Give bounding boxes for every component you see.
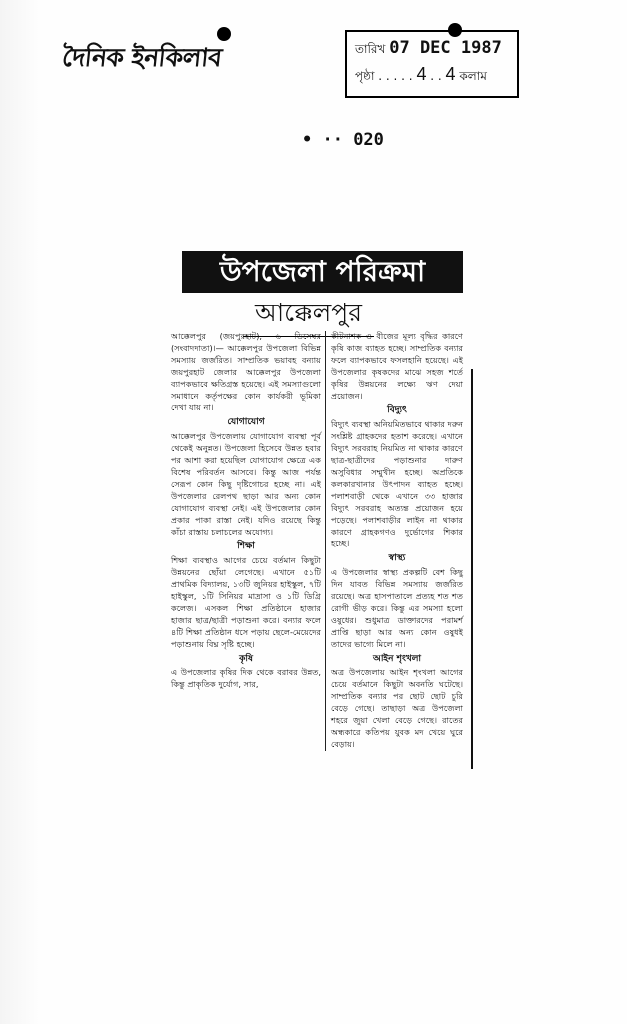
date-stamp <box>345 30 519 98</box>
stamp-date-label: তারিখ <box>355 42 386 56</box>
article-paragraph: এ উপজেলার কৃষির দিক থেকে বরাবর উন্নত, কিন্তু প্রাকৃতিক দুর্যোগ, সার, <box>171 667 321 690</box>
reference-number: • ·· 020 <box>302 130 384 150</box>
section-heading: কৃষি <box>239 653 253 664</box>
section-heading: যোগাযোগ <box>227 417 265 428</box>
stamp-date-value: 07 DEC 1987 <box>389 38 502 58</box>
article-left-column <box>171 331 321 694</box>
stamp-date-row <box>355 38 502 61</box>
page-edge-shadow <box>0 0 40 1024</box>
article-paragraph: আক্কেলপুর (জয়পুরহাট), ৬ ডিসেম্বর (সংবাদদাতা)।— আক্কেলপুর উপজেলা বিভিন্ন সমস্যায় জর্জরিত। সাম্প্রতিক ভয়াবহ বন্যায় জয়পুরহাট জেলার আক্কেলপুর উপজেলা ব্যাপকভাবে ক্ষতিগ্রস্ত হয়েছে। এই সমস্যাগুলো সমাধানে কর্তৃপক্ষের কোন কার্যকরী ভূমিকা দেখা যায় না। <box>171 331 321 413</box>
stamp-page-value: 4 <box>416 64 427 84</box>
column-divider <box>325 331 326 751</box>
section-heading: আইন শৃংখলা <box>372 653 422 664</box>
stamp-page-label: পৃষ্ঠা <box>355 69 375 83</box>
newspaper-clipping <box>163 249 467 761</box>
article-right-column <box>331 331 463 754</box>
section-heading: স্বাস্থ্য <box>388 553 406 564</box>
article-paragraph: কীটনাশক ও বীজের মূল্য বৃদ্ধির কারণে কৃষি কাজ ব্যাহত হচ্ছে। সাম্প্রতিক বন্যার ফলে ব্যাপকভাবে ফসলহানি হয়েছে। এই উপজেলার কৃষকদের মাঝে সহজ শর্তে কৃষির উন্নয়নের লক্ষ্যে ঋণ দেয়া প্রয়োজন। <box>331 331 463 401</box>
article-paragraph: অত্র উপজেলায় আইন শৃংখলা আগের চেয়ে বর্তমানে কিছুটা অবনতি ঘটেছে। সাম্প্রতিক বন্যার পর ছোট ছোট চুরি বেড়ে গেছে। তাছাড়া অত্র উপজেলা শহরে জুয়া খেলা বেড়ে গেছে। রাতের অন্ধকারে কতিপয় যুবক মদ খেয়ে ঘুরে বেড়ায়। <box>331 667 463 749</box>
stamp-column-value: 4 <box>445 64 456 84</box>
article-paragraph: শিক্ষা ব্যবস্থাও আগের চেয়ে বর্তমান কিছুটা উন্নয়নের ছোঁয়া লেগেছে। এখানে ৫১টি প্রাথমিক বিদ্যালয়, ১৩টি জুনিয়র হাইস্কুল, ৭টি হাইস্কুল, ১টি সিনিয়র মাদ্রাসা ও ১টি ডিগ্রি কলেজ। এসকল শিক্ষা প্রতিষ্ঠানে হাজার হাজার ছাত্র/ছাত্রী পড়াশুনা করে। বন্যার ফলে ৪টি শিক্ষা প্রতিষ্ঠান ধসে পড়ায় ছেলে-মেয়েদের পড়াশুনায় বিঘ্ন সৃষ্টি হচ্ছে। <box>171 555 321 649</box>
section-heading: শিক্ষা <box>237 541 255 552</box>
section-heading: বিদ্যুৎ <box>387 405 407 416</box>
article-title: আক্কেলপুর <box>243 293 374 337</box>
clipping-edge-rule <box>471 369 473 769</box>
stamp-column-label: কলাম <box>459 69 487 83</box>
stamp-page-row: পৃষ্ঠা . . . . . 4 . . 4 কলাম <box>355 64 487 84</box>
section-banner: উপজেলা পরিক্রমা <box>182 251 463 293</box>
article-paragraph: আক্কেলপুর উপজেলায় যোগাযোগ ব্যবস্থা পূর্ব থেকেই অনুন্নত। উপজেলা হিসেবে উন্নত হবার পর আশা করা হয়েছিল যোগাযোগ ক্ষেত্রে এক বিশেষ পরিবর্তন আসবে। কিন্তু আজ পর্যন্ত সেরূপ কোন কিছু দৃষ্টিগোচর হচ্ছে না। এই উপজেলার রেলপথ ছাড়া আর অন্য কোন যোগাযোগ ব্যবস্থা নেই। এই উপজেলার কোন প্রকার পাকা রাস্তা নেই। যদিও রয়েছে কিন্তু কাঁচা রাস্তায় চলাচলের অযোগ্য। <box>171 431 321 537</box>
article-paragraph: এ উপজেলার স্বাস্থ্য প্রকল্পটি বেশ কিছু দিন যাবত বিভিন্ন সমস্যায় জর্জরিত রয়েছে। অত্র হাসপাতালে প্রত্যহ শত শত রোগী ভীড় করে। কিন্তু এর সমস্যা হলো ওষুধের। শুধুমাত্র ডাক্তারদের পরামর্শ প্রাপ্তি ছাড়া আর অন্য কোন ওষুধই তাদের ভাগ্যে মিলে না। <box>331 567 463 649</box>
newspaper-masthead: দৈনিক ইনকিলাব <box>60 43 224 72</box>
article-paragraph: বিদ্যুৎ ব্যবস্থা অনিয়মিতভাবে থাকার দরুন সংশ্লিষ্ট গ্রাহকদের হতাশ করেছে। এখানে বিদ্যুৎ সরবরাহ নিয়মিত না থাকার কারণে ছাত্র-ছাত্রীদের পড়াশুনার দারুণ অসুবিধার সম্মুখীন হচ্ছে। অপ্রতিকে কলকারখানার উৎপাদন ব্যাহত হচ্ছে। পলাশবাড়ী থেকে এখানে ৩৩ হাজার বিদ্যুৎ সরবরাহ অত্যন্ত প্রয়োজন হয়ে পড়েছে। পলাশবাড়ীর লাইন না থাকার কারণে গ্রাহকগণও দুর্ভোগের শিকার হচ্ছে। <box>331 419 463 549</box>
